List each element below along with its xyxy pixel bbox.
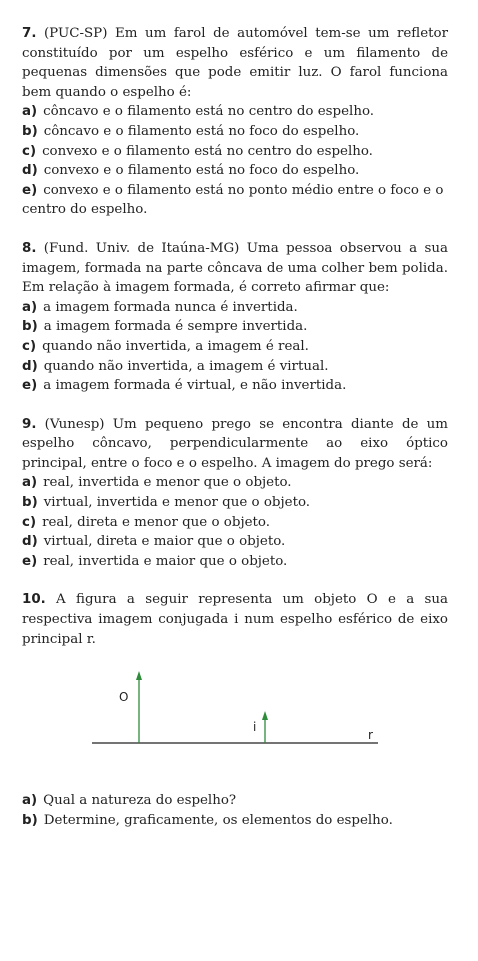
option-letter: d) bbox=[22, 534, 38, 550]
option-text: a imagem formada é sempre invertida. bbox=[43, 319, 308, 335]
option-letter: b) bbox=[22, 495, 38, 511]
option-letter: e) bbox=[22, 182, 38, 198]
option-text: convexo e o filamento está no centro do espelho. bbox=[42, 143, 373, 159]
option-item bbox=[22, 513, 448, 533]
option-letter: b) bbox=[22, 812, 38, 828]
option-text: convexo e o filamento está no foco do espelho. bbox=[43, 163, 360, 179]
options-list bbox=[22, 791, 448, 830]
option-item bbox=[22, 337, 448, 357]
option-item bbox=[22, 473, 448, 493]
option-item bbox=[22, 532, 448, 552]
question-9 bbox=[22, 415, 448, 572]
option-letter: c) bbox=[22, 338, 37, 354]
option-letter: b) bbox=[22, 319, 38, 335]
option-text: Determine, graficamente, os elementos do espelho. bbox=[43, 812, 393, 828]
option-letter: e) bbox=[22, 553, 38, 569]
question-7-stem bbox=[22, 24, 448, 102]
option-item bbox=[22, 791, 448, 811]
question-10-stem bbox=[22, 590, 448, 649]
option-letter: e) bbox=[22, 378, 38, 394]
option-text: convexo e o filamento está no ponto médio entre o foco e o centro do espelho. bbox=[22, 182, 444, 218]
question-text: (Fund. Univ. de Itaúna-MG) Uma pessoa observou a sua imagem, formada na parte côncava de uma colher bem polida. Em relação à imagem formada, é correto afirmar que: bbox=[22, 240, 448, 296]
question-text: (Vunesp) Um pequeno prego se encontra diante de um espelho côncavo, perpendicularmente ao eixo óptico principal, entre o foco e o espelho. A imagem do prego será: bbox=[22, 416, 448, 471]
option-text: Qual a natureza do espelho? bbox=[43, 793, 237, 809]
option-item bbox=[22, 811, 448, 831]
option-item bbox=[22, 102, 448, 122]
object-arrowhead bbox=[136, 671, 142, 680]
object-label: O bbox=[119, 690, 129, 705]
option-item bbox=[22, 317, 448, 337]
option-item bbox=[22, 376, 448, 396]
question-page bbox=[22, 24, 448, 830]
mirror-diagram bbox=[22, 649, 448, 769]
option-text: virtual, direta e maior que o objeto. bbox=[43, 534, 286, 550]
option-letter: a) bbox=[22, 793, 38, 809]
question-number: 10. bbox=[22, 592, 46, 608]
options-list bbox=[22, 473, 448, 571]
question-text: A figura a seguir representa um objeto O e a sua respectiva imagem conjugada i num espelho esférico de eixo principal r. bbox=[22, 592, 448, 647]
option-text: a imagem formada nunca é invertida. bbox=[43, 299, 298, 315]
image-arrowhead bbox=[262, 711, 268, 720]
options-list bbox=[22, 102, 448, 220]
question-10 bbox=[22, 590, 448, 830]
option-text: virtual, invertida e menor que o objeto. bbox=[43, 495, 311, 511]
option-item bbox=[22, 161, 448, 181]
option-item bbox=[22, 122, 448, 142]
options-list bbox=[22, 298, 448, 396]
option-letter: a) bbox=[22, 475, 38, 491]
option-item bbox=[22, 181, 448, 220]
option-text: real, direta e menor que o objeto. bbox=[42, 514, 270, 530]
option-letter: d) bbox=[22, 163, 38, 179]
option-text: quando não invertida, a imagem é virtual. bbox=[43, 358, 329, 374]
option-text: a imagem formada é virtual, e não invertida. bbox=[43, 378, 347, 394]
option-text: real, invertida e maior que o objeto. bbox=[43, 553, 288, 569]
question-7 bbox=[22, 24, 448, 220]
question-number: 9. bbox=[22, 416, 37, 432]
question-8-stem bbox=[22, 239, 448, 298]
option-item bbox=[22, 142, 448, 162]
question-8 bbox=[22, 239, 448, 396]
option-item bbox=[22, 298, 448, 318]
question-number: 7. bbox=[22, 26, 37, 41]
option-text: côncavo e o filamento está no foco do espelho. bbox=[43, 123, 360, 139]
option-letter: d) bbox=[22, 358, 38, 374]
question-number: 8. bbox=[22, 240, 37, 256]
option-letter: b) bbox=[22, 123, 38, 139]
option-text: côncavo e o filamento está no centro do espelho. bbox=[43, 104, 375, 120]
option-text: real, invertida e menor que o objeto. bbox=[43, 475, 292, 491]
axis-label: r bbox=[368, 728, 373, 743]
option-item bbox=[22, 552, 448, 572]
question-text: (PUC-SP) Em um farol de automóvel tem-se um refletor constituído por um espelho esférico e um filamento de pequenas dimensões que pode emitir luz. O farol funciona bem quando o espelho é: bbox=[22, 26, 448, 100]
option-text: quando não invertida, a imagem é real. bbox=[42, 338, 309, 354]
image-label: i bbox=[253, 720, 257, 735]
option-letter: a) bbox=[22, 299, 38, 315]
option-item bbox=[22, 357, 448, 377]
option-item bbox=[22, 493, 448, 513]
mirror-figure bbox=[22, 649, 448, 769]
option-letter: c) bbox=[22, 514, 37, 530]
option-letter: c) bbox=[22, 143, 37, 159]
question-9-stem bbox=[22, 415, 448, 474]
option-letter: a) bbox=[22, 104, 38, 120]
